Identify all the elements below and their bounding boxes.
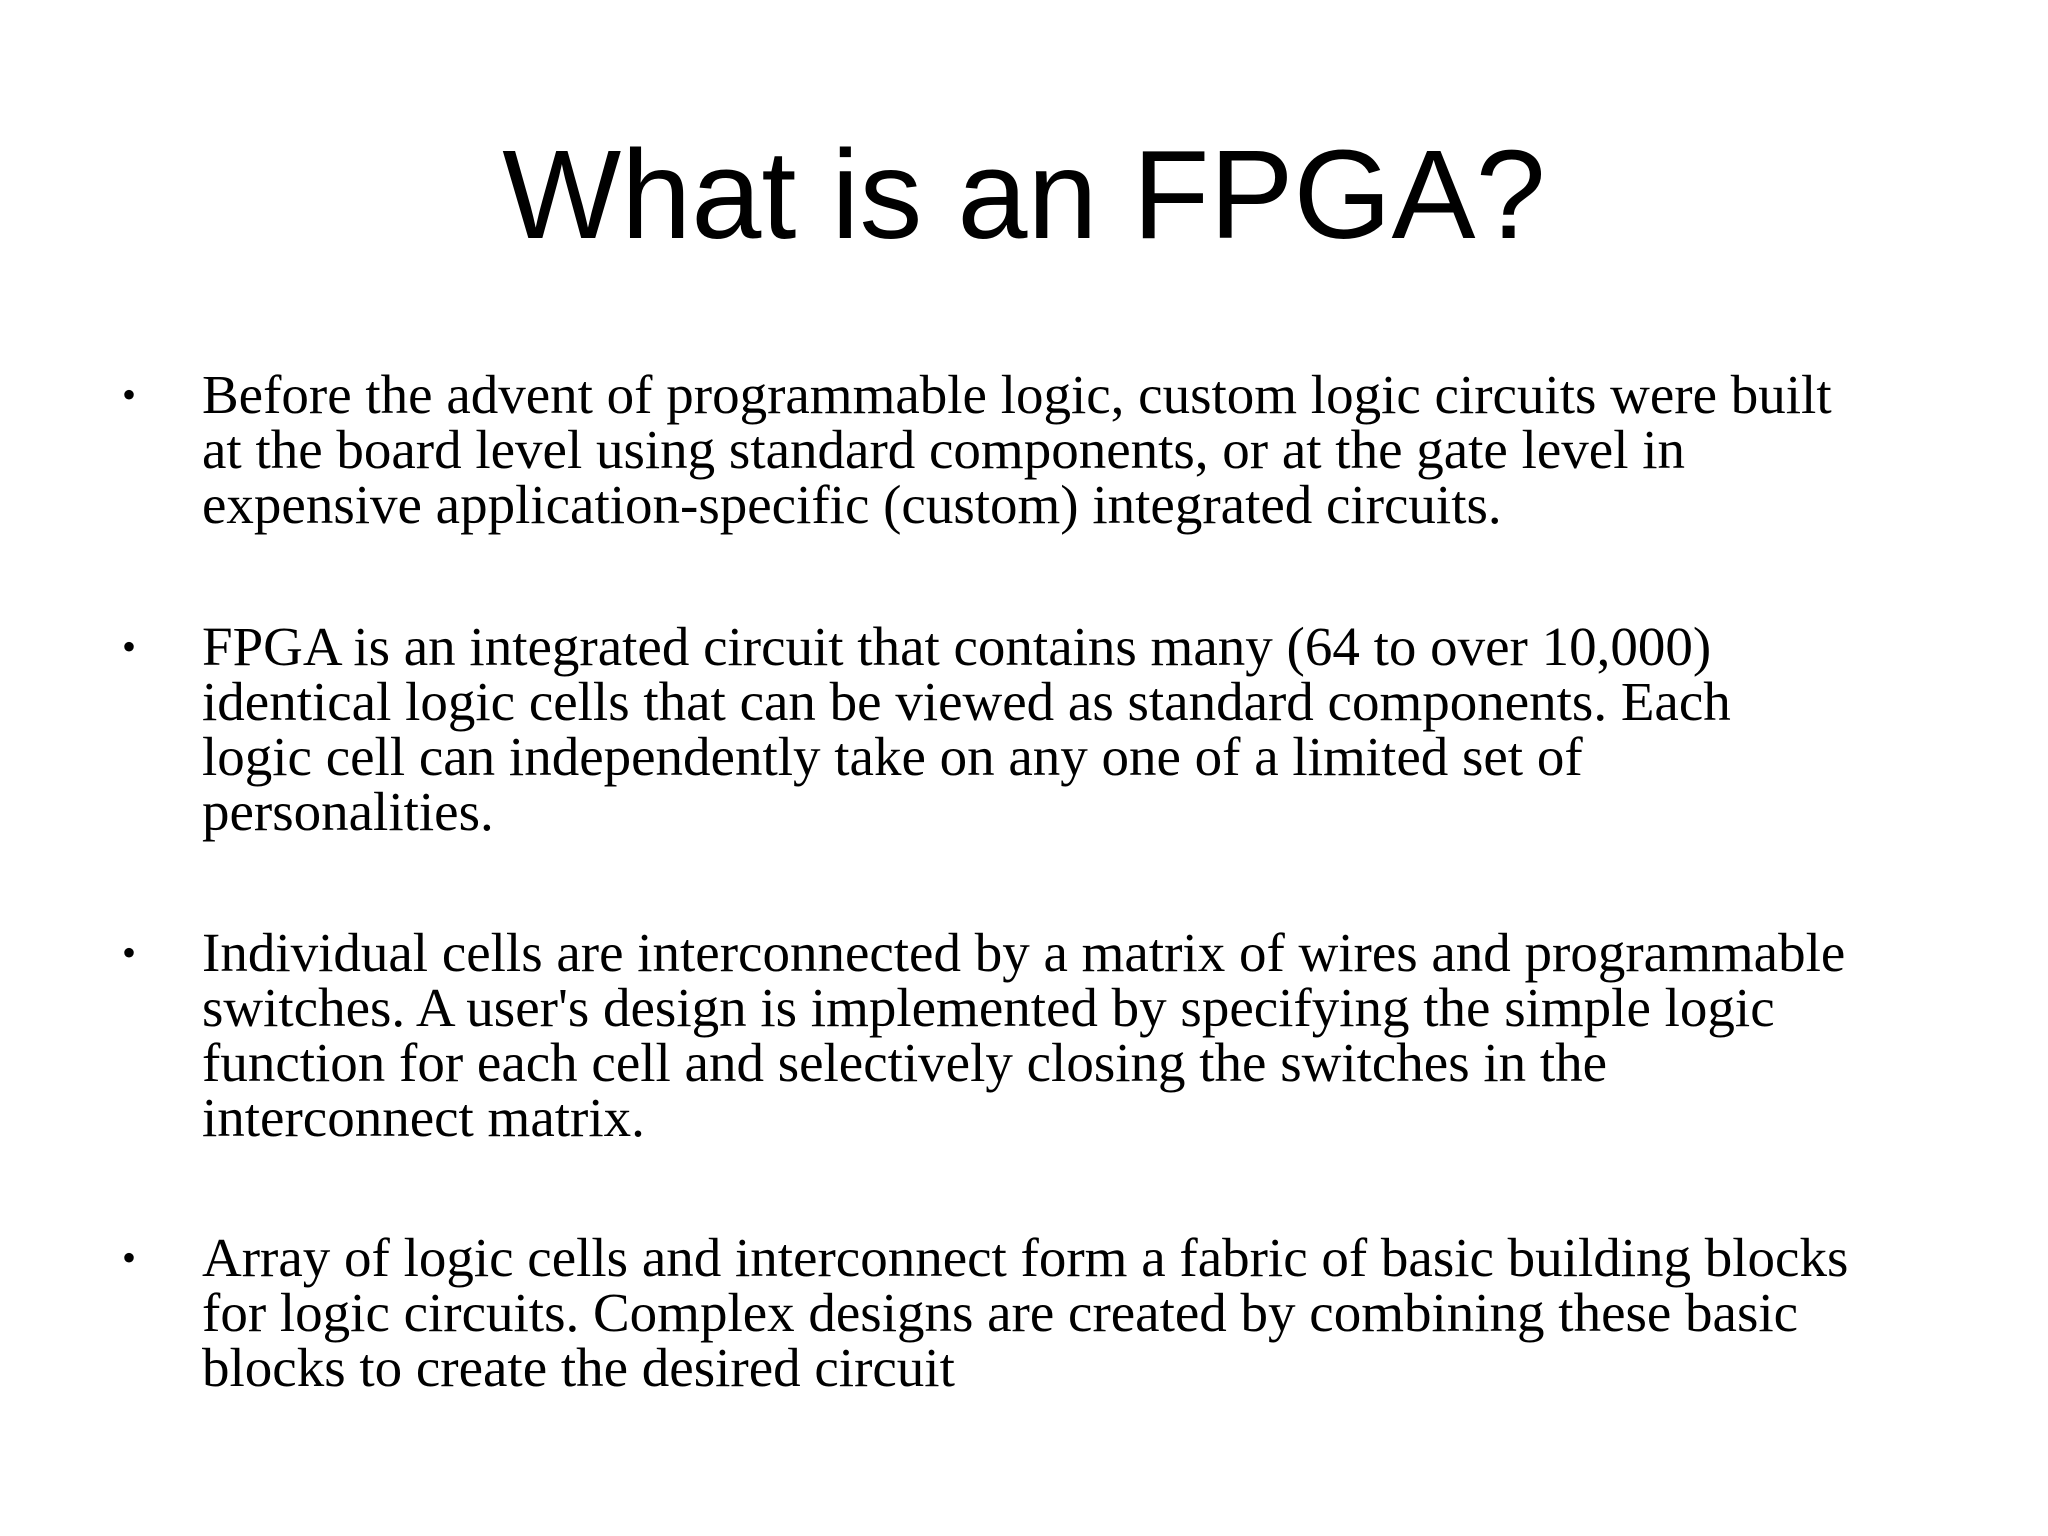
slide-title: What is an FPGA?: [502, 124, 1546, 265]
bullet-text-line: expensive application-specific (custom) integrated circuits.: [202, 474, 1502, 535]
bullet-text-line: function for each cell and selectively closing the switches in the: [202, 1032, 1608, 1093]
bullet-dot-icon: •: [122, 930, 137, 975]
bullet-text-line: blocks to create the desired circuit: [202, 1337, 955, 1398]
bullet-text-line: FPGA is an integrated circuit that contains many (64 to over 10,000): [202, 616, 1712, 677]
bullet-text-line: at the board level using standard components, or at the gate level in: [202, 419, 1686, 480]
bullet-dot-icon: •: [122, 1235, 137, 1280]
bullet-item: [122, 1227, 1947, 1398]
bullet-text-line: Array of logic cells and interconnect form a fabric of basic building blocks: [202, 1227, 1849, 1288]
bullet-item: [122, 364, 1947, 535]
bullet-text-line: Individual cells are interconnected by a matrix of wires and programmable: [202, 922, 1846, 983]
bullet-dot-icon: •: [122, 372, 137, 417]
bullet-text-line: Before the advent of programmable logic, custom logic circuits were built: [202, 364, 1832, 425]
bullet-item: [122, 616, 1947, 842]
bullet-text-line: identical logic cells that can be viewed as standard components. Each: [202, 671, 1731, 732]
bullet-dot-icon: •: [122, 624, 137, 669]
bullet-text-line: personalities.: [202, 781, 494, 842]
bullet-text-line: logic cell can independently take on any one of a limited set of: [202, 726, 1583, 787]
bullet-item: [122, 922, 1947, 1148]
bullet-text-line: for logic circuits. Complex designs are created by combining these basic: [202, 1282, 1799, 1343]
bullet-text-line: switches. A user's design is implemented by specifying the simple logic: [202, 977, 1775, 1038]
bullet-text-line: interconnect matrix.: [202, 1087, 645, 1148]
